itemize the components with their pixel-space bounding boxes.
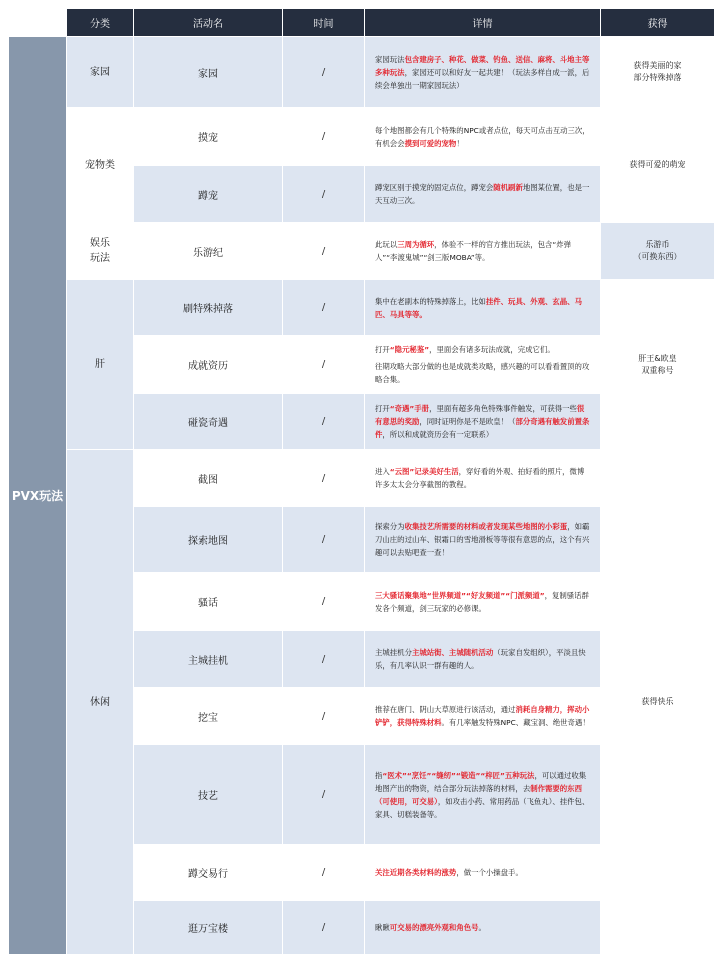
detail-paragraph xyxy=(375,866,590,879)
detail-paragraph xyxy=(375,124,590,150)
detail-paragraph xyxy=(375,343,590,356)
activity-detail xyxy=(365,108,601,166)
detail-highlight: 部分奇遇有触发前置条件 xyxy=(375,417,590,439)
detail-highlight: “云图”记录美好生活 xyxy=(389,467,459,476)
activity-detail xyxy=(365,280,601,336)
detail-text: 往期攻略大部分做的也是成就类攻略，感兴趣的可以看看置顶的攻略合集。 xyxy=(375,362,590,384)
detail-paragraph xyxy=(375,646,590,672)
detail-highlight: “医术”“烹饪”“缝纫”“锻造”“梓匠”五种玩法 xyxy=(382,770,535,780)
activity-name: 主城挂机 xyxy=(134,631,283,688)
header-detail: 详情 xyxy=(365,9,601,37)
activity-name: 刷特殊掉落 xyxy=(134,280,283,336)
detail-highlight: 可交易的漂亮外观和角色号 xyxy=(389,923,479,932)
detail-highlight: 包含建房子、种花、做菜、钓鱼、送信、麻将、斗地主等多种玩法 xyxy=(375,54,590,77)
detail-text: 推荐在唐门、阴山大草原进行该活动，通过 xyxy=(375,705,516,714)
detail-text: （玩家自发组织），平淡且快乐，有几率认识一群有趣的人。 xyxy=(375,648,586,670)
detail-text: 进入 xyxy=(375,467,390,476)
activity-detail xyxy=(365,450,601,507)
activity-detail xyxy=(365,223,601,280)
detail-text: ，做一个小操盘手。 xyxy=(456,868,523,877)
activity-detail xyxy=(365,573,601,631)
detail-text: ，家园还可以和好友一起共建！（玩法多样自成一派，后续会单独出一期家园玩法） xyxy=(375,67,590,90)
activity-detail xyxy=(365,745,601,845)
activity-detail xyxy=(365,37,601,108)
detail-text: ，同时证明你是不是欧皇！（ xyxy=(419,417,516,426)
detail-paragraph xyxy=(375,181,590,207)
activity-name: 碰瓷奇遇 xyxy=(134,394,283,450)
category-fun: 娱乐 玩法 xyxy=(67,223,134,280)
detail-text: ，复制骚话群发各个频道，剑三玩家的必修课。 xyxy=(375,590,589,613)
header-activity: 活动名 xyxy=(134,9,283,37)
detail-text: ，如攻击小药、常用药品（飞鱼丸）、挂件包、家具、切糕装备等。 xyxy=(375,796,590,819)
activity-time: / xyxy=(283,336,365,394)
activity-time: / xyxy=(283,631,365,688)
activity-time: / xyxy=(283,108,365,166)
activity-name: 家园 xyxy=(134,37,283,108)
detail-text: ，穿好看的外观、拍好看的照片，微博许多太太会分享截图的教程。 xyxy=(375,467,585,489)
reward-home: 获得美丽的家 部分特殊掉落 xyxy=(601,37,715,108)
detail-text: 家园玩法 xyxy=(375,54,405,64)
activity-detail xyxy=(365,336,601,394)
detail-text: 指 xyxy=(375,770,383,780)
detail-paragraph xyxy=(375,360,590,386)
detail-highlight: 摸到可爱的宠物 xyxy=(404,138,457,148)
activity-time: / xyxy=(283,280,365,336)
category-grind: 肝 xyxy=(67,280,134,450)
detail-text: ，所以和成就资历会有一定联系） xyxy=(382,430,494,439)
detail-highlight: 挂件、玩具、外观、玄晶、马匹、马具等等。 xyxy=(375,296,582,319)
detail-text: ，里面有超多角色特殊事件触发，可获得一些 xyxy=(429,404,577,413)
detail-text: 。有几率触发特殊NPC、藏宝洞、绝世奇遇！ xyxy=(441,718,590,727)
activity-detail xyxy=(365,631,601,688)
reward-leisure: 获得快乐 xyxy=(601,450,715,955)
detail-highlight: 很有意思的奖励 xyxy=(375,404,585,426)
detail-text: 打开 xyxy=(375,345,390,354)
category-home: 家园 xyxy=(67,37,134,108)
detail-paragraph xyxy=(375,402,590,441)
detail-paragraph xyxy=(375,703,590,729)
detail-highlight: 三大骚话聚集地“世界频道”“好友频道”“门派频道” xyxy=(375,590,545,600)
activity-time: / xyxy=(283,745,365,845)
detail-highlight: 主城站街、主城随机活动 xyxy=(411,648,494,657)
activity-name: 挖宝 xyxy=(134,688,283,745)
detail-paragraph xyxy=(375,921,590,934)
activity-name: 骚话 xyxy=(134,573,283,631)
activity-detail xyxy=(365,166,601,223)
activity-name: 摸宠 xyxy=(134,108,283,166)
detail-text: 集中在老副本的特殊掉落上，比如 xyxy=(375,296,486,306)
detail-paragraph xyxy=(375,520,590,559)
activity-time: / xyxy=(283,166,365,223)
detail-text: ，里面会有诸多玩法成就，完成它们。 xyxy=(429,345,555,354)
detail-text: ，体验不一样的官方推出玩法，包含“炸弹人”“李渡鬼城”“剑三版MOBA”等。 xyxy=(375,240,572,262)
detail-text: ，如霸刀山庄的过山车、银霜口的雪地滑板等等很有意思的点，这个有兴趣可以去贴吧查一查！ xyxy=(375,522,590,557)
activity-detail xyxy=(365,901,601,955)
detail-highlight: 三周为循环 xyxy=(397,240,435,249)
reward-fun: 乐游币 （可换东西） xyxy=(601,223,715,280)
activity-name: 技艺 xyxy=(134,745,283,845)
detail-highlight: 收集技艺所需要的材料或者发现某些地图的小彩蛋 xyxy=(404,522,568,531)
activity-name: 截图 xyxy=(134,450,283,507)
activity-name: 蹲宠 xyxy=(134,166,283,223)
activity-name: 探索地图 xyxy=(134,507,283,573)
activity-time: / xyxy=(283,507,365,573)
detail-paragraph xyxy=(375,769,590,821)
reward-pet: 获得可爱的萌宠 xyxy=(601,108,715,223)
detail-highlight: 消耗自身精力，挥动小铲铲，获得特殊材料 xyxy=(375,705,590,727)
detail-highlight: “奇遇”手册 xyxy=(389,404,430,413)
activity-time: / xyxy=(283,688,365,745)
detail-text: 主城挂机分 xyxy=(375,648,412,657)
detail-highlight: 随机刷新 xyxy=(493,183,523,192)
detail-highlight: 关注近期各类材料的涨势 xyxy=(375,868,457,877)
detail-text: 每个地图都会有几个特殊的NPC或者点位，每天可点击互动三次，有机会会 xyxy=(375,125,590,148)
header-reward: 获得 xyxy=(601,9,715,37)
detail-paragraph xyxy=(375,295,590,321)
detail-text: ，可以通过收集地图产出的物资，结合部分玩法掉落的材料，去 xyxy=(375,770,587,793)
detail-highlight: 制作需要的东西（可使用，可交易） xyxy=(375,783,582,806)
activity-detail xyxy=(365,394,601,450)
activity-name: 成就资历 xyxy=(134,336,283,394)
detail-text: 打开 xyxy=(375,404,390,413)
detail-paragraph xyxy=(375,53,590,92)
detail-paragraph xyxy=(375,465,590,491)
detail-text: 瞅瞅 xyxy=(375,923,390,932)
activity-time: / xyxy=(283,573,365,631)
activity-name: 蹲交易行 xyxy=(134,845,283,901)
detail-text: 地图某位置，也是一天互动三次。 xyxy=(375,183,590,205)
detail-text: ！ xyxy=(456,138,464,148)
header-time: 时间 xyxy=(283,9,365,37)
header-category: 分类 xyxy=(67,9,134,37)
side-label: PVX玩法 xyxy=(9,37,67,955)
activity-time: / xyxy=(283,845,365,901)
detail-text: 探索分为 xyxy=(375,522,405,531)
activity-time: / xyxy=(283,394,365,450)
detail-highlight: “隐元秘鉴” xyxy=(389,345,430,354)
detail-text: 蹲宠区别于摸宠的固定点位，蹲宠会 xyxy=(375,183,494,192)
detail-paragraph xyxy=(375,589,590,615)
activity-name: 逛万宝楼 xyxy=(134,901,283,955)
activity-detail xyxy=(365,507,601,573)
detail-text: 此玩以 xyxy=(375,240,398,249)
activity-time: / xyxy=(283,901,365,955)
activity-detail xyxy=(365,688,601,745)
detail-text: 。 xyxy=(478,923,486,932)
category-leisure: 休闲 xyxy=(67,450,134,955)
activity-time: / xyxy=(283,450,365,507)
activity-time: / xyxy=(283,37,365,108)
activity-name: 乐游纪 xyxy=(134,223,283,280)
activity-time: / xyxy=(283,223,365,280)
category-pet: 宠物类 xyxy=(67,108,134,223)
activity-detail xyxy=(365,845,601,901)
detail-paragraph xyxy=(375,238,590,264)
reward-grind: 肝王&欧皇 双重称号 xyxy=(601,280,715,450)
